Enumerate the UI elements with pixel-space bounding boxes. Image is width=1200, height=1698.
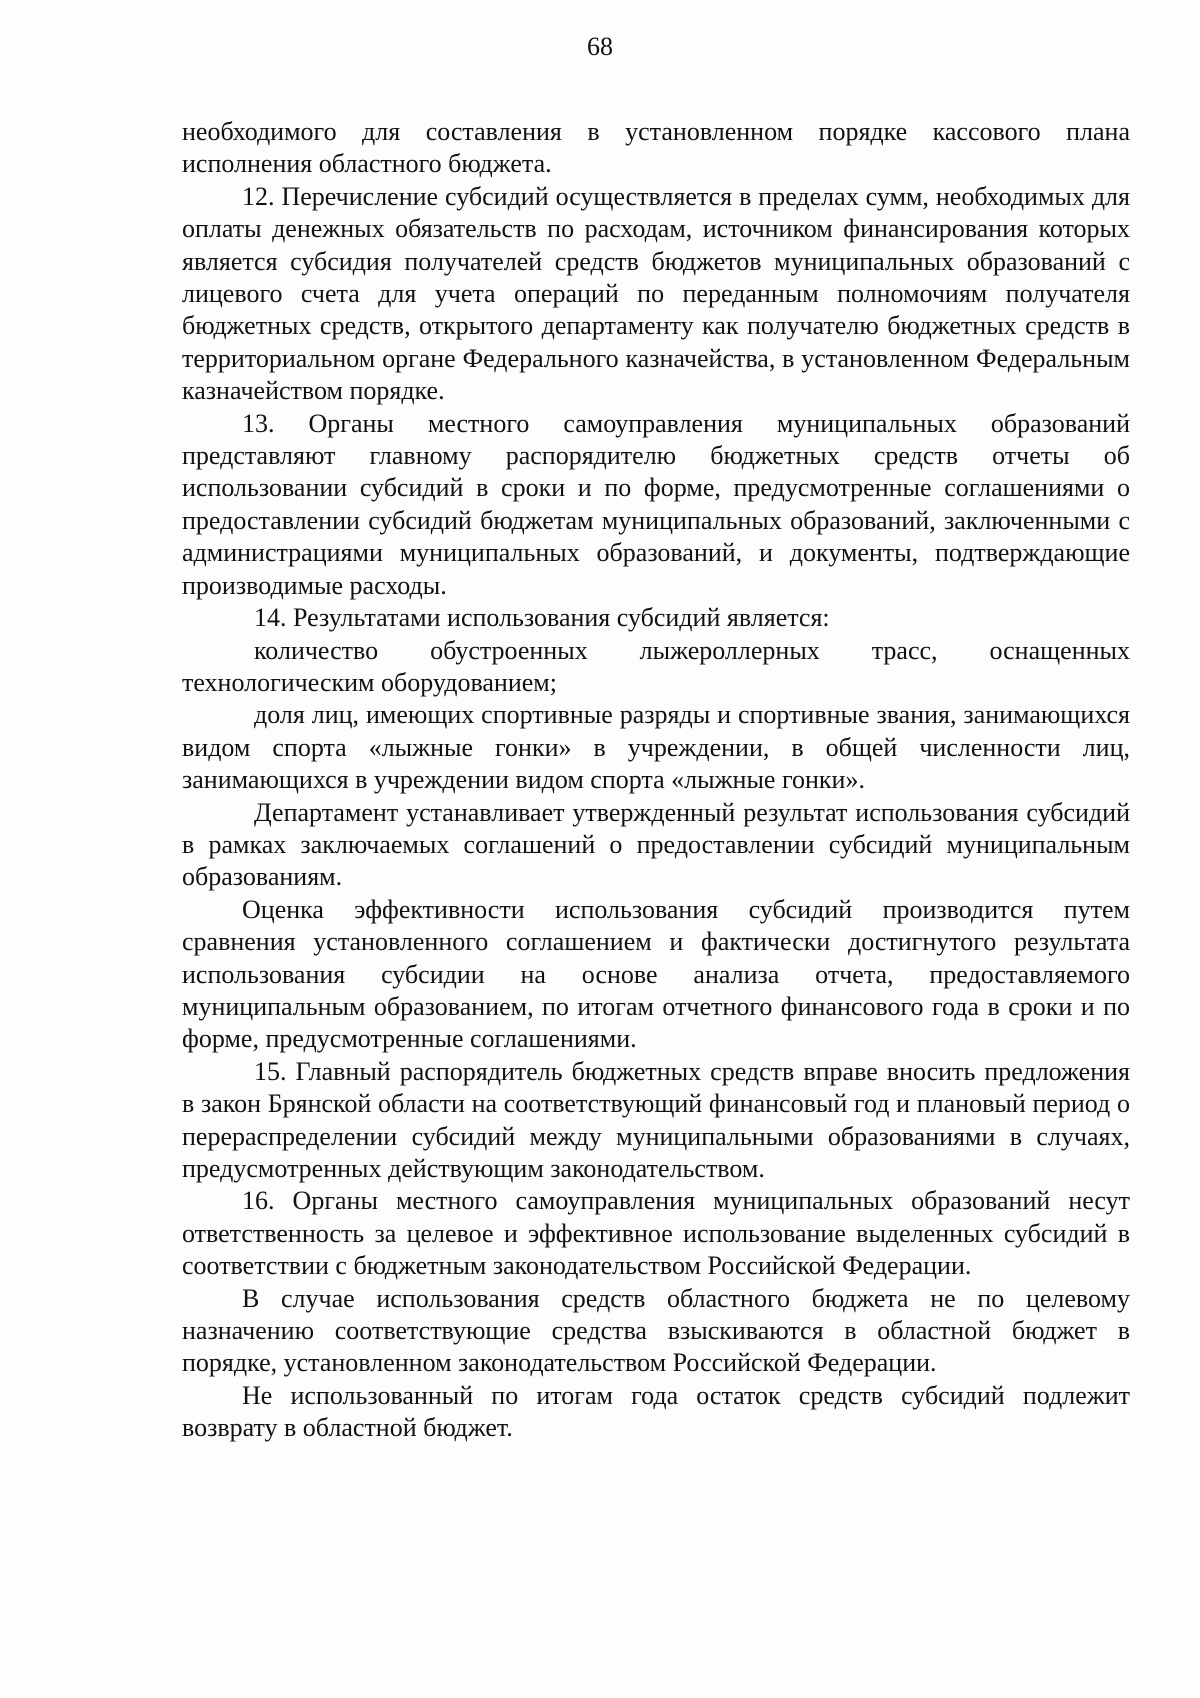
paragraph-item-14: 14. Результатами использования субсидий является:	[254, 603, 830, 633]
document-body	[182, 116, 1130, 1445]
paragraph-department-result: Департамент устанавливает утвержденный результат использования субсидий в рамках заключаемых соглашений о предоставлении субсидий муниципальным образованиям.	[182, 797, 1130, 892]
paragraph-efficiency-evaluation: Оценка эффективности использования субсидий производится путем сравнения установленного соглашением и фактически достигнутого результата использования субсидии на основе анализа отчета, предоставляемого муниципальным образованием, по итогам отчетного финансового года в сроки и по форме, предусмотренные соглашениями.	[182, 894, 1130, 1054]
result-indicator-tracks: количество обустроенных лыжероллерных трасс, оснащенных технологическим оборудованием;	[182, 635, 1130, 697]
paragraph-item-15: 15. Главный распорядитель бюджетных средств вправе вносить предложения в закон Брянской области на соответствующий финансовый год и плановый период о перераспределении субсидий между муниципальными образованиями в случаях, предусмотренных действующим законодательством.	[182, 1056, 1130, 1183]
paragraph-item-16: 16. Органы местного самоуправления муниципальных образований несут ответственность за целевое и эффективное использование выделенных субсидий в соответствии с бюджетным законодательством Российской Федерации.	[182, 1186, 1130, 1281]
paragraph-misuse-recovery: В случае использования средств областного бюджета не по целевому назначению соответствующие средства взыскиваются в областной бюджет в порядке, установленном законодательством Российской Федерации.	[182, 1283, 1130, 1378]
paragraph-continuation: необходимого для составления в установленном порядке кассового плана исполнения областного бюджета.	[182, 117, 1130, 179]
paragraph-unused-balance: Не использованный по итогам года остаток средств субсидий подлежит возврату в областной бюджет.	[182, 1380, 1130, 1443]
paragraph-item-13: 13. Органы местного самоуправления муниципальных образований представляют главному распорядителю бюджетных средств отчеты об использовании субсидий в сроки и по форме, предусмотренные соглашениями о предоставлении субсидий бюджетам муниципальных образований, заключенными с администрациями муниципальных образований, и документы, подтверждающие производимые расходы.	[182, 408, 1130, 600]
paragraph-item-12: 12. Перечисление субсидий осуществляется в пределах сумм, необходимых для оплаты денежных обязательств по расходам, источником финансирования которых является субсидия получателей средств бюджетов муниципальных образований с лицевого счета для учета операций по переданным полномочиям получателя бюджетных средств, открытого департаменту как получателю бюджетных средств в территориальном органе Федерального казначейства, в установленном Федеральным казначейством порядке.	[182, 181, 1130, 406]
result-indicator-athletes: доля лиц, имеющих спортивные разряды и спортивные звания, занимающихся видом спорта «лыжные гонки» в учреждении, в общей численности лиц, занимающихся в учреждении видом спорта «лыжные гонки».	[182, 700, 1130, 795]
page-number: 68	[587, 32, 613, 61]
